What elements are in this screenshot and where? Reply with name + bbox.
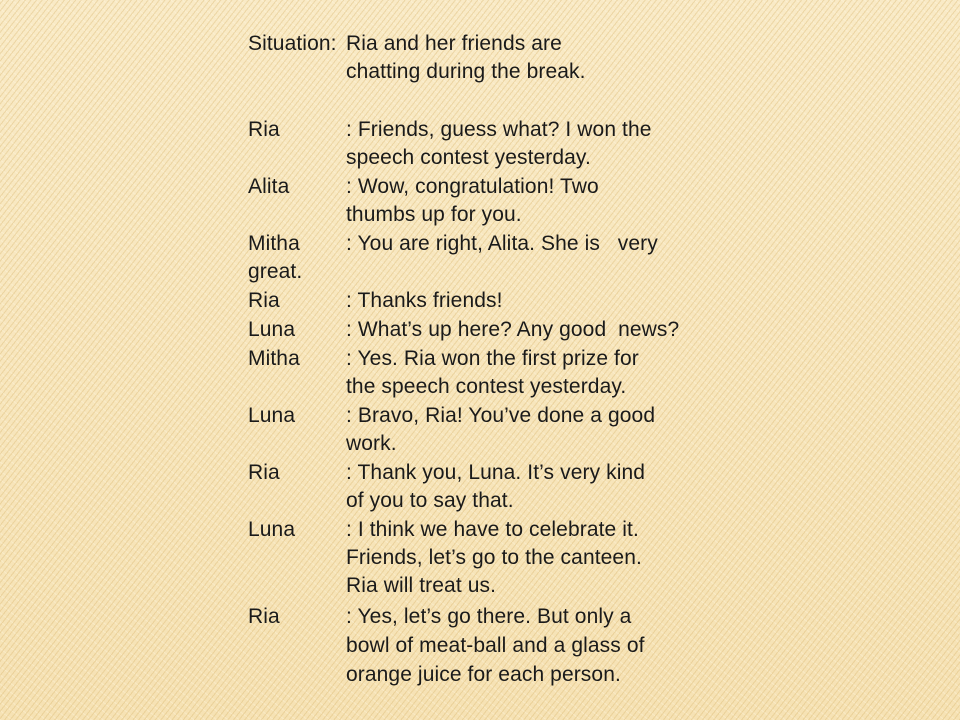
speaker-name: Ria: [248, 289, 280, 312]
dialogue-text: : Yes. Ria won the first prize for: [346, 347, 639, 370]
dialogue-text: : Wow, congratulation! Two: [346, 175, 599, 198]
dialogue-text: : What’s up here? Any good news?: [346, 318, 680, 341]
situation-text-continued: chatting during the break.: [346, 60, 586, 83]
dialogue-text-continued: speech contest yesterday.: [346, 146, 591, 169]
speaker-name: Luna: [248, 518, 296, 541]
dialogue-text: : I think we have to celebrate it.: [346, 518, 639, 541]
dialogue-text-continued: work.: [346, 432, 397, 455]
dialogue-text-continued: orange juice for each person.: [346, 663, 621, 686]
dialogue-text-continued: the speech contest yesterday.: [346, 375, 627, 398]
dialogue-text: : Bravo, Ria! You’ve done a good: [346, 404, 656, 427]
dialogue-text: : You are right, Alita. She is very: [346, 232, 658, 255]
situation-label: Situation:: [248, 32, 337, 55]
speaker-name: Alita: [248, 175, 290, 198]
dialogue-text: : Friends, guess what? I won the: [346, 118, 652, 141]
dialogue-text-continued: thumbs up for you.: [346, 203, 522, 226]
speaker-name: Mitha: [248, 347, 300, 370]
speaker-name: Ria: [248, 461, 280, 484]
speaker-name: Mitha: [248, 232, 300, 255]
dialogue-text-continued: Ria will treat us.: [346, 574, 497, 597]
dialogue-text: : Yes, let’s go there. But only a: [346, 605, 632, 628]
dialogue-text-continued: of you to say that.: [346, 489, 514, 512]
speaker-name: Luna: [248, 404, 296, 427]
situation-text: Ria and her friends are: [346, 32, 562, 55]
speaker-name: Luna: [248, 318, 296, 341]
dialogue-text-continued: great.: [248, 260, 303, 283]
dialogue-text-continued: Friends, let’s go to the canteen.: [346, 546, 642, 569]
dialogue-text: : Thanks friends!: [346, 289, 503, 312]
speaker-name: Ria: [248, 605, 280, 628]
speaker-name: Ria: [248, 118, 280, 141]
dialogue-text: : Thank you, Luna. It’s very kind: [346, 461, 646, 484]
dialogue-text-continued: bowl of meat-ball and a glass of: [346, 634, 645, 657]
